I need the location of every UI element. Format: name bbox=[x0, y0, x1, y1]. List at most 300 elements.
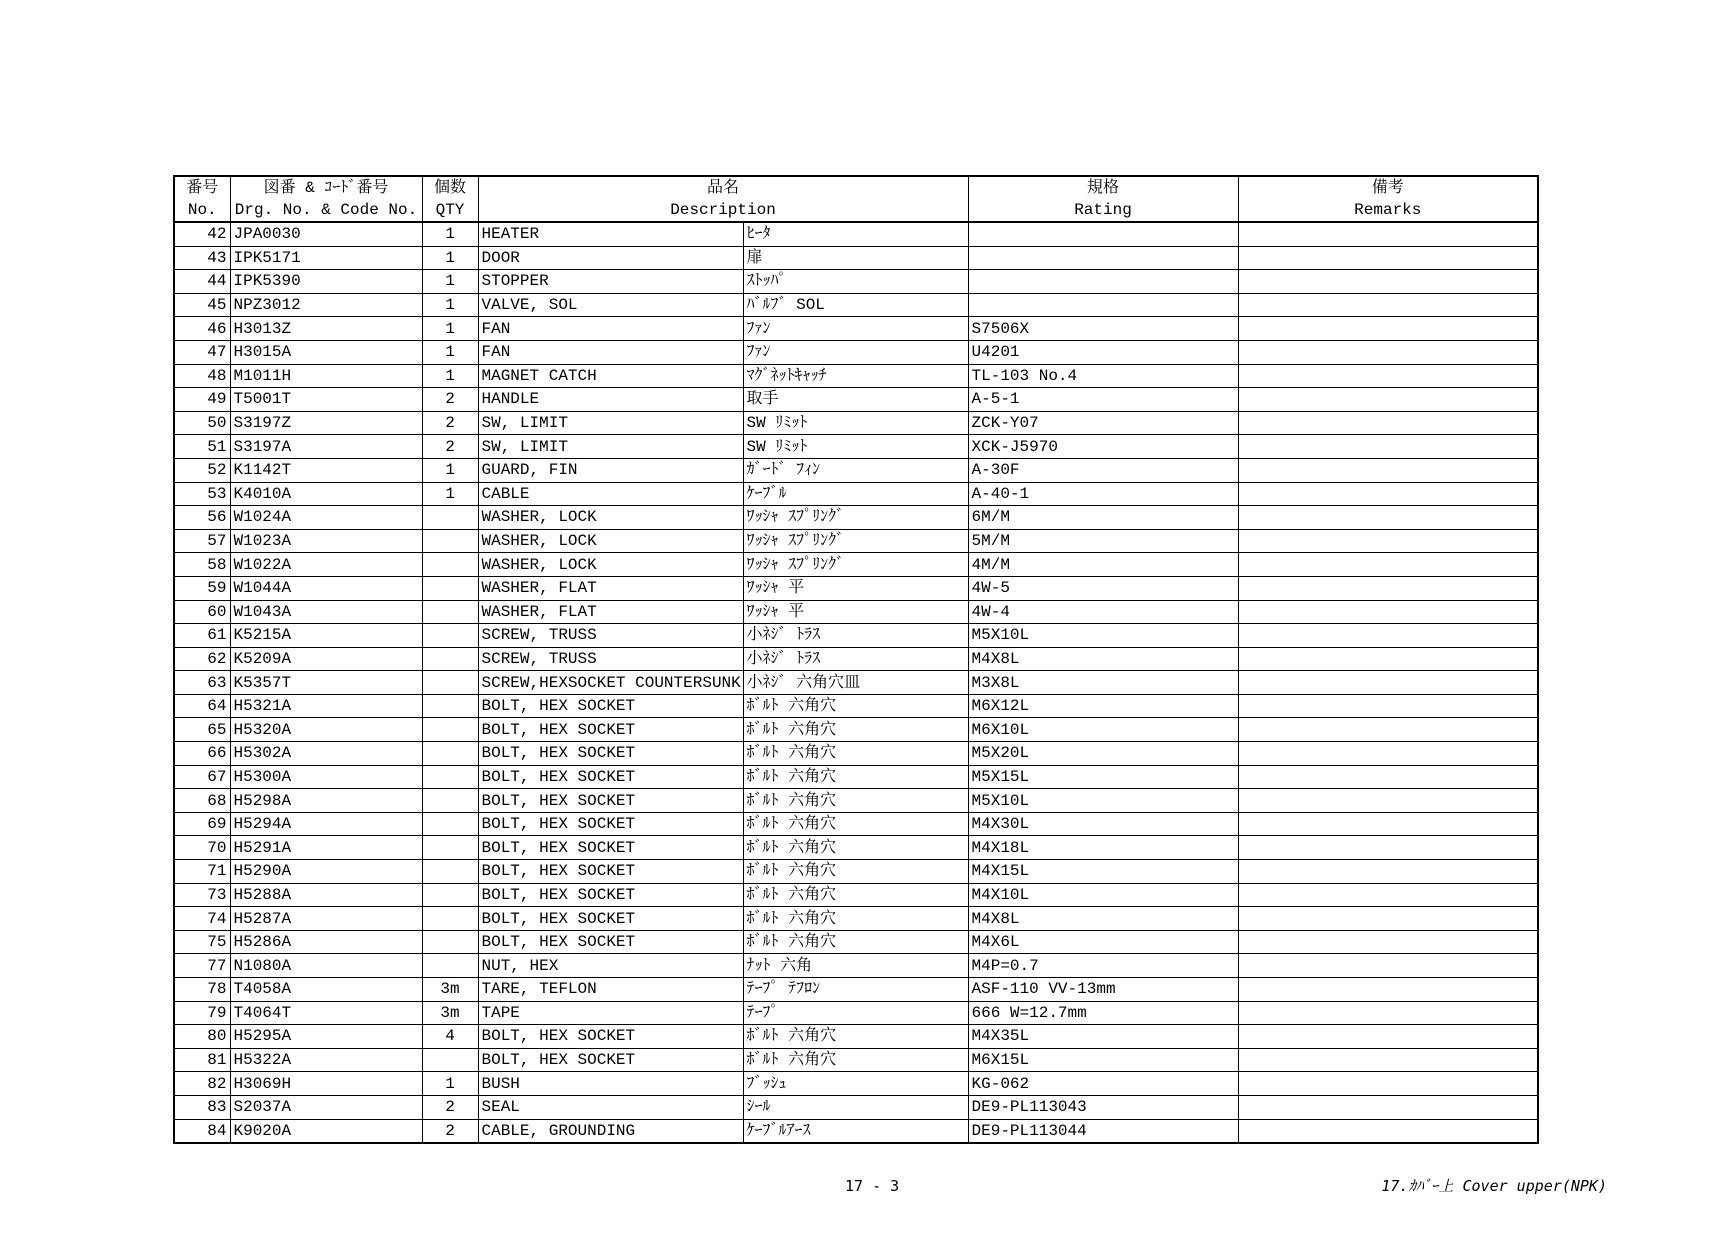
description-jp-cell: ｼｰﾙ bbox=[743, 1095, 968, 1119]
remarks-cell bbox=[1238, 718, 1538, 742]
description-en-cell: BOLT, HEX SOCKET bbox=[478, 789, 743, 813]
col-qty-jp: 個数 bbox=[422, 176, 478, 199]
description-en-cell: HANDLE bbox=[478, 388, 743, 412]
remarks-cell bbox=[1238, 222, 1538, 246]
quantity-cell: 1 bbox=[422, 293, 478, 317]
col-desc-en: Description bbox=[478, 199, 968, 222]
description-en-cell: VALVE, SOL bbox=[478, 293, 743, 317]
table-row bbox=[174, 883, 1538, 907]
part-number-cell: 62 bbox=[174, 647, 230, 671]
quantity-cell bbox=[422, 529, 478, 553]
table-row bbox=[174, 671, 1538, 695]
description-jp-cell: 扉 bbox=[743, 246, 968, 270]
remarks-cell bbox=[1238, 553, 1538, 577]
quantity-cell bbox=[422, 860, 478, 884]
remarks-cell bbox=[1238, 293, 1538, 317]
part-code-cell: M1011H bbox=[230, 364, 422, 388]
remarks-cell bbox=[1238, 317, 1538, 341]
part-number-cell: 67 bbox=[174, 765, 230, 789]
description-en-cell: SCREW, TRUSS bbox=[478, 647, 743, 671]
table-row bbox=[174, 907, 1538, 931]
part-code-cell: S2037A bbox=[230, 1095, 422, 1119]
remarks-cell bbox=[1238, 600, 1538, 624]
table-row bbox=[174, 789, 1538, 813]
part-number-cell: 82 bbox=[174, 1072, 230, 1096]
remarks-cell bbox=[1238, 907, 1538, 931]
rating-cell: ZCK-Y07 bbox=[968, 411, 1238, 435]
part-code-cell: W1043A bbox=[230, 600, 422, 624]
part-number-cell: 42 bbox=[174, 222, 230, 246]
table-header bbox=[174, 176, 1538, 222]
part-number-cell: 52 bbox=[174, 458, 230, 482]
quantity-cell: 4 bbox=[422, 1025, 478, 1049]
description-en-cell: SCREW, TRUSS bbox=[478, 624, 743, 648]
quantity-cell bbox=[422, 671, 478, 695]
quantity-cell bbox=[422, 836, 478, 860]
table-row bbox=[174, 506, 1538, 530]
remarks-cell bbox=[1238, 388, 1538, 412]
quantity-cell: 3m bbox=[422, 978, 478, 1002]
rating-cell: TL-103 No.4 bbox=[968, 364, 1238, 388]
remarks-cell bbox=[1238, 270, 1538, 294]
rating-cell: M6X15L bbox=[968, 1048, 1238, 1072]
quantity-cell: 1 bbox=[422, 1072, 478, 1096]
quantity-cell: 2 bbox=[422, 1095, 478, 1119]
part-number-cell: 60 bbox=[174, 600, 230, 624]
table-row bbox=[174, 317, 1538, 341]
rating-cell bbox=[968, 270, 1238, 294]
part-number-cell: 84 bbox=[174, 1119, 230, 1143]
part-number-cell: 56 bbox=[174, 506, 230, 530]
part-code-cell: K9020A bbox=[230, 1119, 422, 1143]
part-number-cell: 57 bbox=[174, 529, 230, 553]
remarks-cell bbox=[1238, 1025, 1538, 1049]
rating-cell: DE9-PL113043 bbox=[968, 1095, 1238, 1119]
part-code-cell: H5298A bbox=[230, 789, 422, 813]
remarks-cell bbox=[1238, 458, 1538, 482]
part-number-cell: 79 bbox=[174, 1001, 230, 1025]
col-remarks-en: Remarks bbox=[1238, 199, 1538, 222]
table-row bbox=[174, 930, 1538, 954]
description-jp-cell: ｽﾄｯﾊﾟ bbox=[743, 270, 968, 294]
col-rating-jp: 規格 bbox=[968, 176, 1238, 199]
part-code-cell: W1024A bbox=[230, 506, 422, 530]
description-en-cell: BOLT, HEX SOCKET bbox=[478, 930, 743, 954]
parts-table bbox=[173, 175, 1539, 1144]
rating-cell bbox=[968, 246, 1238, 270]
remarks-cell bbox=[1238, 482, 1538, 506]
part-code-cell: H5294A bbox=[230, 812, 422, 836]
description-en-cell: BOLT, HEX SOCKET bbox=[478, 694, 743, 718]
quantity-cell bbox=[422, 930, 478, 954]
part-number-cell: 75 bbox=[174, 930, 230, 954]
description-en-cell: SW, LIMIT bbox=[478, 411, 743, 435]
rating-cell: A-30F bbox=[968, 458, 1238, 482]
part-number-cell: 63 bbox=[174, 671, 230, 695]
table-row bbox=[174, 529, 1538, 553]
part-code-cell: K5215A bbox=[230, 624, 422, 648]
remarks-cell bbox=[1238, 671, 1538, 695]
part-number-cell: 48 bbox=[174, 364, 230, 388]
remarks-cell bbox=[1238, 930, 1538, 954]
description-en-cell: BUSH bbox=[478, 1072, 743, 1096]
rating-cell: M5X10L bbox=[968, 789, 1238, 813]
description-jp-cell: ｶﾞｰﾄﾞ ﾌｨﾝ bbox=[743, 458, 968, 482]
part-number-cell: 74 bbox=[174, 907, 230, 931]
rating-cell: U4201 bbox=[968, 340, 1238, 364]
part-number-cell: 46 bbox=[174, 317, 230, 341]
part-code-cell: H5295A bbox=[230, 1025, 422, 1049]
part-code-cell: N1080A bbox=[230, 954, 422, 978]
quantity-cell bbox=[422, 624, 478, 648]
part-code-cell: T5001T bbox=[230, 388, 422, 412]
description-en-cell: TARE, TEFLON bbox=[478, 978, 743, 1002]
page-number: 17 - 3 bbox=[845, 1177, 900, 1195]
description-en-cell: BOLT, HEX SOCKET bbox=[478, 860, 743, 884]
table-row bbox=[174, 435, 1538, 459]
part-number-cell: 50 bbox=[174, 411, 230, 435]
rating-cell: 5M/M bbox=[968, 529, 1238, 553]
table-row bbox=[174, 812, 1538, 836]
description-en-cell: MAGNET CATCH bbox=[478, 364, 743, 388]
quantity-cell bbox=[422, 1048, 478, 1072]
description-jp-cell: ﾎﾞﾙﾄ 六角穴 bbox=[743, 718, 968, 742]
section-title: 17.ｶﾊﾞｰ上 Cover upper(NPK) bbox=[1381, 1177, 1607, 1195]
description-jp-cell: ﾜｯｼｬ 平 bbox=[743, 576, 968, 600]
quantity-cell: 2 bbox=[422, 435, 478, 459]
rating-cell: M6X12L bbox=[968, 694, 1238, 718]
description-en-cell: BOLT, HEX SOCKET bbox=[478, 742, 743, 766]
remarks-cell bbox=[1238, 506, 1538, 530]
description-jp-cell: ﾎﾞﾙﾄ 六角穴 bbox=[743, 907, 968, 931]
part-code-cell: S3197A bbox=[230, 435, 422, 459]
remarks-cell bbox=[1238, 576, 1538, 600]
quantity-cell: 2 bbox=[422, 1119, 478, 1143]
part-code-cell: K4010A bbox=[230, 482, 422, 506]
part-number-cell: 69 bbox=[174, 812, 230, 836]
remarks-cell bbox=[1238, 246, 1538, 270]
part-number-cell: 78 bbox=[174, 978, 230, 1002]
table-row bbox=[174, 836, 1538, 860]
part-code-cell: K1142T bbox=[230, 458, 422, 482]
description-en-cell: CABLE bbox=[478, 482, 743, 506]
rating-cell: ASF-110 VV-13mm bbox=[968, 978, 1238, 1002]
quantity-cell: 1 bbox=[422, 246, 478, 270]
rating-cell: M3X8L bbox=[968, 671, 1238, 695]
part-code-cell: W1023A bbox=[230, 529, 422, 553]
part-number-cell: 53 bbox=[174, 482, 230, 506]
part-number-cell: 66 bbox=[174, 742, 230, 766]
part-code-cell: H5322A bbox=[230, 1048, 422, 1072]
description-jp-cell: ﾜｯｼｬ ｽﾌﾟﾘﾝｸﾞ bbox=[743, 529, 968, 553]
part-code-cell: NPZ3012 bbox=[230, 293, 422, 317]
part-code-cell: H5287A bbox=[230, 907, 422, 931]
table-row bbox=[174, 364, 1538, 388]
description-jp-cell: 小ﾈｼﾞ 六角穴皿 bbox=[743, 671, 968, 695]
part-number-cell: 77 bbox=[174, 954, 230, 978]
part-code-cell: H5291A bbox=[230, 836, 422, 860]
table-row bbox=[174, 765, 1538, 789]
part-code-cell: W1022A bbox=[230, 553, 422, 577]
description-en-cell: BOLT, HEX SOCKET bbox=[478, 812, 743, 836]
description-en-cell: FAN bbox=[478, 340, 743, 364]
table-row bbox=[174, 246, 1538, 270]
remarks-cell bbox=[1238, 789, 1538, 813]
quantity-cell bbox=[422, 506, 478, 530]
quantity-cell: 1 bbox=[422, 317, 478, 341]
part-number-cell: 70 bbox=[174, 836, 230, 860]
quantity-cell bbox=[422, 742, 478, 766]
rating-cell: 4W-4 bbox=[968, 600, 1238, 624]
part-number-cell: 81 bbox=[174, 1048, 230, 1072]
description-jp-cell: SW ﾘﾐｯﾄ bbox=[743, 435, 968, 459]
remarks-cell bbox=[1238, 883, 1538, 907]
description-en-cell: BOLT, HEX SOCKET bbox=[478, 718, 743, 742]
description-jp-cell: ﾎﾞﾙﾄ 六角穴 bbox=[743, 836, 968, 860]
rating-cell: KG-062 bbox=[968, 1072, 1238, 1096]
description-jp-cell: ﾜｯｼｬ ｽﾌﾟﾘﾝｸﾞ bbox=[743, 506, 968, 530]
remarks-cell bbox=[1238, 978, 1538, 1002]
table-row bbox=[174, 694, 1538, 718]
remarks-cell bbox=[1238, 812, 1538, 836]
remarks-cell bbox=[1238, 765, 1538, 789]
remarks-cell bbox=[1238, 1001, 1538, 1025]
rating-cell: M4X8L bbox=[968, 907, 1238, 931]
description-jp-cell: ﾌﾞｯｼｭ bbox=[743, 1072, 968, 1096]
part-number-cell: 45 bbox=[174, 293, 230, 317]
table-row bbox=[174, 647, 1538, 671]
description-en-cell: SCREW,HEXSOCKET COUNTERSUNK bbox=[478, 671, 743, 695]
table-row bbox=[174, 553, 1538, 577]
table-row bbox=[174, 1048, 1538, 1072]
remarks-cell bbox=[1238, 954, 1538, 978]
remarks-cell bbox=[1238, 860, 1538, 884]
remarks-cell bbox=[1238, 836, 1538, 860]
rating-cell: M5X20L bbox=[968, 742, 1238, 766]
rating-cell bbox=[968, 222, 1238, 246]
description-jp-cell: ﾌｧﾝ bbox=[743, 340, 968, 364]
part-number-cell: 58 bbox=[174, 553, 230, 577]
remarks-cell bbox=[1238, 742, 1538, 766]
remarks-cell bbox=[1238, 647, 1538, 671]
part-code-cell: T4058A bbox=[230, 978, 422, 1002]
description-en-cell: FAN bbox=[478, 317, 743, 341]
col-code-jp: 図番 & ｺｰﾄﾞ番号 bbox=[230, 176, 422, 199]
remarks-cell bbox=[1238, 694, 1538, 718]
quantity-cell bbox=[422, 600, 478, 624]
description-jp-cell: ﾌｧﾝ bbox=[743, 317, 968, 341]
remarks-cell bbox=[1238, 340, 1538, 364]
description-en-cell: SEAL bbox=[478, 1095, 743, 1119]
description-jp-cell: ﾜｯｼｬ 平 bbox=[743, 600, 968, 624]
part-code-cell: H3069H bbox=[230, 1072, 422, 1096]
quantity-cell bbox=[422, 647, 478, 671]
part-code-cell: K5209A bbox=[230, 647, 422, 671]
part-code-cell: H5286A bbox=[230, 930, 422, 954]
rating-cell: 6M/M bbox=[968, 506, 1238, 530]
remarks-cell bbox=[1238, 529, 1538, 553]
remarks-cell bbox=[1238, 624, 1538, 648]
quantity-cell bbox=[422, 883, 478, 907]
description-jp-cell: ﾎﾞﾙﾄ 六角穴 bbox=[743, 1025, 968, 1049]
description-jp-cell: 小ﾈｼﾞ ﾄﾗｽ bbox=[743, 624, 968, 648]
description-jp-cell: ﾎﾞﾙﾄ 六角穴 bbox=[743, 1048, 968, 1072]
description-jp-cell: 小ﾈｼﾞ ﾄﾗｽ bbox=[743, 647, 968, 671]
col-qty-en: QTY bbox=[422, 199, 478, 222]
part-number-cell: 61 bbox=[174, 624, 230, 648]
description-en-cell: STOPPER bbox=[478, 270, 743, 294]
part-number-cell: 71 bbox=[174, 860, 230, 884]
description-en-cell: GUARD, FIN bbox=[478, 458, 743, 482]
description-en-cell: BOLT, HEX SOCKET bbox=[478, 883, 743, 907]
description-jp-cell: ﾜｯｼｬ ｽﾌﾟﾘﾝｸﾞ bbox=[743, 553, 968, 577]
part-code-cell: W1044A bbox=[230, 576, 422, 600]
description-en-cell: HEATER bbox=[478, 222, 743, 246]
col-no-jp: 番号 bbox=[174, 176, 230, 199]
table-row bbox=[174, 1072, 1538, 1096]
quantity-cell: 2 bbox=[422, 388, 478, 412]
parts-list-sheet bbox=[173, 175, 1537, 1144]
description-jp-cell: ﾎﾞﾙﾄ 六角穴 bbox=[743, 694, 968, 718]
table-row bbox=[174, 954, 1538, 978]
rating-cell: XCK-J5970 bbox=[968, 435, 1238, 459]
description-en-cell: WASHER, LOCK bbox=[478, 506, 743, 530]
description-jp-cell: ﾎﾞﾙﾄ 六角穴 bbox=[743, 742, 968, 766]
quantity-cell bbox=[422, 812, 478, 836]
quantity-cell bbox=[422, 765, 478, 789]
col-code-en: Drg. No. & Code No. bbox=[230, 199, 422, 222]
part-code-cell: IPK5171 bbox=[230, 246, 422, 270]
part-number-cell: 49 bbox=[174, 388, 230, 412]
description-jp-cell: ﾊﾞﾙﾌﾞ SOL bbox=[743, 293, 968, 317]
part-number-cell: 68 bbox=[174, 789, 230, 813]
description-en-cell: BOLT, HEX SOCKET bbox=[478, 836, 743, 860]
description-en-cell: WASHER, FLAT bbox=[478, 576, 743, 600]
part-number-cell: 64 bbox=[174, 694, 230, 718]
description-jp-cell: ﾃｰﾌﾟ bbox=[743, 1001, 968, 1025]
table-row bbox=[174, 340, 1538, 364]
part-code-cell: T4064T bbox=[230, 1001, 422, 1025]
rating-cell: 4W-5 bbox=[968, 576, 1238, 600]
description-en-cell: BOLT, HEX SOCKET bbox=[478, 907, 743, 931]
part-number-cell: 51 bbox=[174, 435, 230, 459]
description-en-cell: BOLT, HEX SOCKET bbox=[478, 1025, 743, 1049]
rating-cell: S7506X bbox=[968, 317, 1238, 341]
remarks-cell bbox=[1238, 1119, 1538, 1143]
table-row bbox=[174, 860, 1538, 884]
description-en-cell: BOLT, HEX SOCKET bbox=[478, 1048, 743, 1072]
part-number-cell: 44 bbox=[174, 270, 230, 294]
table-row bbox=[174, 978, 1538, 1002]
part-number-cell: 43 bbox=[174, 246, 230, 270]
quantity-cell bbox=[422, 954, 478, 978]
quantity-cell: 1 bbox=[422, 270, 478, 294]
table-row bbox=[174, 222, 1538, 246]
description-en-cell: DOOR bbox=[478, 246, 743, 270]
part-code-cell: H5302A bbox=[230, 742, 422, 766]
part-code-cell: JPA0030 bbox=[230, 222, 422, 246]
table-row bbox=[174, 1001, 1538, 1025]
description-jp-cell: 取手 bbox=[743, 388, 968, 412]
description-en-cell: WASHER, FLAT bbox=[478, 600, 743, 624]
table-row bbox=[174, 411, 1538, 435]
remarks-cell bbox=[1238, 364, 1538, 388]
rating-cell: 666 W=12.7mm bbox=[968, 1001, 1238, 1025]
quantity-cell bbox=[422, 576, 478, 600]
description-jp-cell: ｹｰﾌﾞﾙｱｰｽ bbox=[743, 1119, 968, 1143]
description-jp-cell: ﾎﾞﾙﾄ 六角穴 bbox=[743, 860, 968, 884]
remarks-cell bbox=[1238, 1095, 1538, 1119]
description-en-cell: WASHER, LOCK bbox=[478, 553, 743, 577]
table-row bbox=[174, 1119, 1538, 1143]
description-en-cell: CABLE, GROUNDING bbox=[478, 1119, 743, 1143]
part-code-cell: S3197Z bbox=[230, 411, 422, 435]
part-number-cell: 47 bbox=[174, 340, 230, 364]
description-jp-cell: ﾎﾞﾙﾄ 六角穴 bbox=[743, 930, 968, 954]
part-number-cell: 73 bbox=[174, 883, 230, 907]
table-row bbox=[174, 742, 1538, 766]
table-row bbox=[174, 600, 1538, 624]
quantity-cell bbox=[422, 789, 478, 813]
description-jp-cell: ﾋｰﾀ bbox=[743, 222, 968, 246]
quantity-cell: 3m bbox=[422, 1001, 478, 1025]
col-rating-en: Rating bbox=[968, 199, 1238, 222]
rating-cell: M4X18L bbox=[968, 836, 1238, 860]
remarks-cell bbox=[1238, 411, 1538, 435]
rating-cell: M5X15L bbox=[968, 765, 1238, 789]
rating-cell: A-5-1 bbox=[968, 388, 1238, 412]
rating-cell: M6X10L bbox=[968, 718, 1238, 742]
description-jp-cell: ﾎﾞﾙﾄ 六角穴 bbox=[743, 883, 968, 907]
rating-cell: M4X15L bbox=[968, 860, 1238, 884]
quantity-cell bbox=[422, 694, 478, 718]
remarks-cell bbox=[1238, 1072, 1538, 1096]
rating-cell: M4P=0.7 bbox=[968, 954, 1238, 978]
rating-cell: DE9-PL113044 bbox=[968, 1119, 1238, 1143]
part-code-cell: K5357T bbox=[230, 671, 422, 695]
part-code-cell: H3013Z bbox=[230, 317, 422, 341]
col-no-en: No. bbox=[174, 199, 230, 222]
quantity-cell: 2 bbox=[422, 411, 478, 435]
table-row bbox=[174, 388, 1538, 412]
description-en-cell: NUT, HEX bbox=[478, 954, 743, 978]
description-jp-cell: ﾎﾞﾙﾄ 六角穴 bbox=[743, 765, 968, 789]
table-row bbox=[174, 482, 1538, 506]
part-code-cell: H5288A bbox=[230, 883, 422, 907]
table-row bbox=[174, 624, 1538, 648]
part-code-cell: H5321A bbox=[230, 694, 422, 718]
quantity-cell bbox=[422, 907, 478, 931]
rating-cell: A-40-1 bbox=[968, 482, 1238, 506]
quantity-cell bbox=[422, 553, 478, 577]
rating-cell: M4X30L bbox=[968, 812, 1238, 836]
table-row bbox=[174, 458, 1538, 482]
rating-cell: M4X35L bbox=[968, 1025, 1238, 1049]
table-row bbox=[174, 718, 1538, 742]
table-row bbox=[174, 270, 1538, 294]
remarks-cell bbox=[1238, 435, 1538, 459]
rating-cell bbox=[968, 293, 1238, 317]
table-row bbox=[174, 1095, 1538, 1119]
description-en-cell: SW, LIMIT bbox=[478, 435, 743, 459]
quantity-cell: 1 bbox=[422, 364, 478, 388]
part-code-cell: H3015A bbox=[230, 340, 422, 364]
table-row bbox=[174, 293, 1538, 317]
part-code-cell: IPK5390 bbox=[230, 270, 422, 294]
description-jp-cell: ﾅｯﾄ 六角 bbox=[743, 954, 968, 978]
part-number-cell: 83 bbox=[174, 1095, 230, 1119]
part-number-cell: 80 bbox=[174, 1025, 230, 1049]
